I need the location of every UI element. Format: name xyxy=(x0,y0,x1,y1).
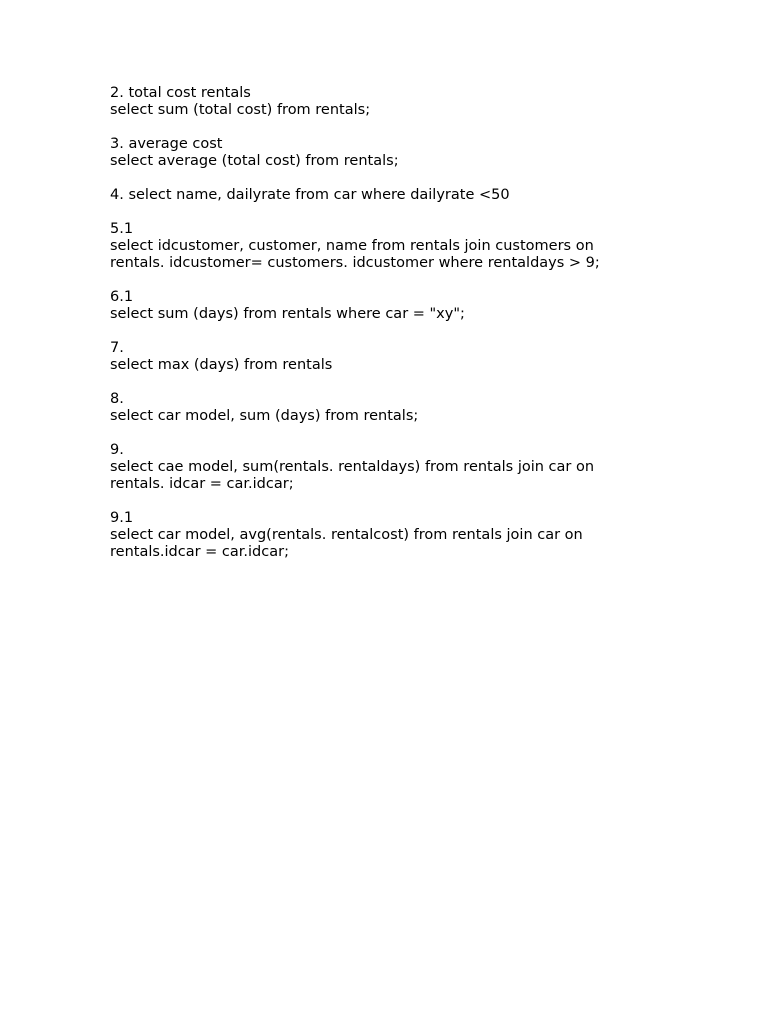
query-text: select idcustomer, customer, name from rentals join customers on xyxy=(110,238,594,254)
query-text: select cae model, sum(rentals. rentaldays) from rentals join car on xyxy=(110,459,595,475)
query-text: select car model, sum (days) from rentals; xyxy=(110,408,419,424)
query-text: select max (days) from rentals xyxy=(110,357,333,373)
query-block xyxy=(110,187,710,204)
query-heading: 3. average cost xyxy=(110,136,223,152)
query-text: select average (total cost) from rentals; xyxy=(110,153,399,169)
query-block xyxy=(110,510,710,561)
query-block xyxy=(110,85,710,119)
query-text: rentals. idcar = car.idcar; xyxy=(110,476,294,492)
query-block xyxy=(110,340,710,374)
query-text: select sum (total cost) from rentals; xyxy=(110,102,371,118)
document-body xyxy=(110,85,710,578)
query-text: rentals.idcar = car.idcar; xyxy=(110,544,289,560)
query-text: 4. select name, dailyrate from car where dailyrate <50 xyxy=(110,187,510,203)
query-heading: 6.1 xyxy=(110,289,134,305)
query-text: select car model, avg(rentals. rentalcost) from rentals join car on xyxy=(110,527,583,543)
query-block xyxy=(110,221,710,272)
query-heading: 9.1 xyxy=(110,510,134,526)
query-heading: 5.1 xyxy=(110,221,134,237)
query-heading: 8. xyxy=(110,391,124,407)
query-text: select sum (days) from rentals where car = "xy"; xyxy=(110,306,465,322)
query-block xyxy=(110,442,710,493)
query-heading: 2. total cost rentals xyxy=(110,85,251,101)
query-block xyxy=(110,391,710,425)
query-text: rentals. idcustomer= customers. idcustomer where rentaldays > 9; xyxy=(110,255,600,271)
query-heading: 7. xyxy=(110,340,124,356)
query-heading: 9. xyxy=(110,442,124,458)
query-block xyxy=(110,289,710,323)
query-block xyxy=(110,136,710,170)
